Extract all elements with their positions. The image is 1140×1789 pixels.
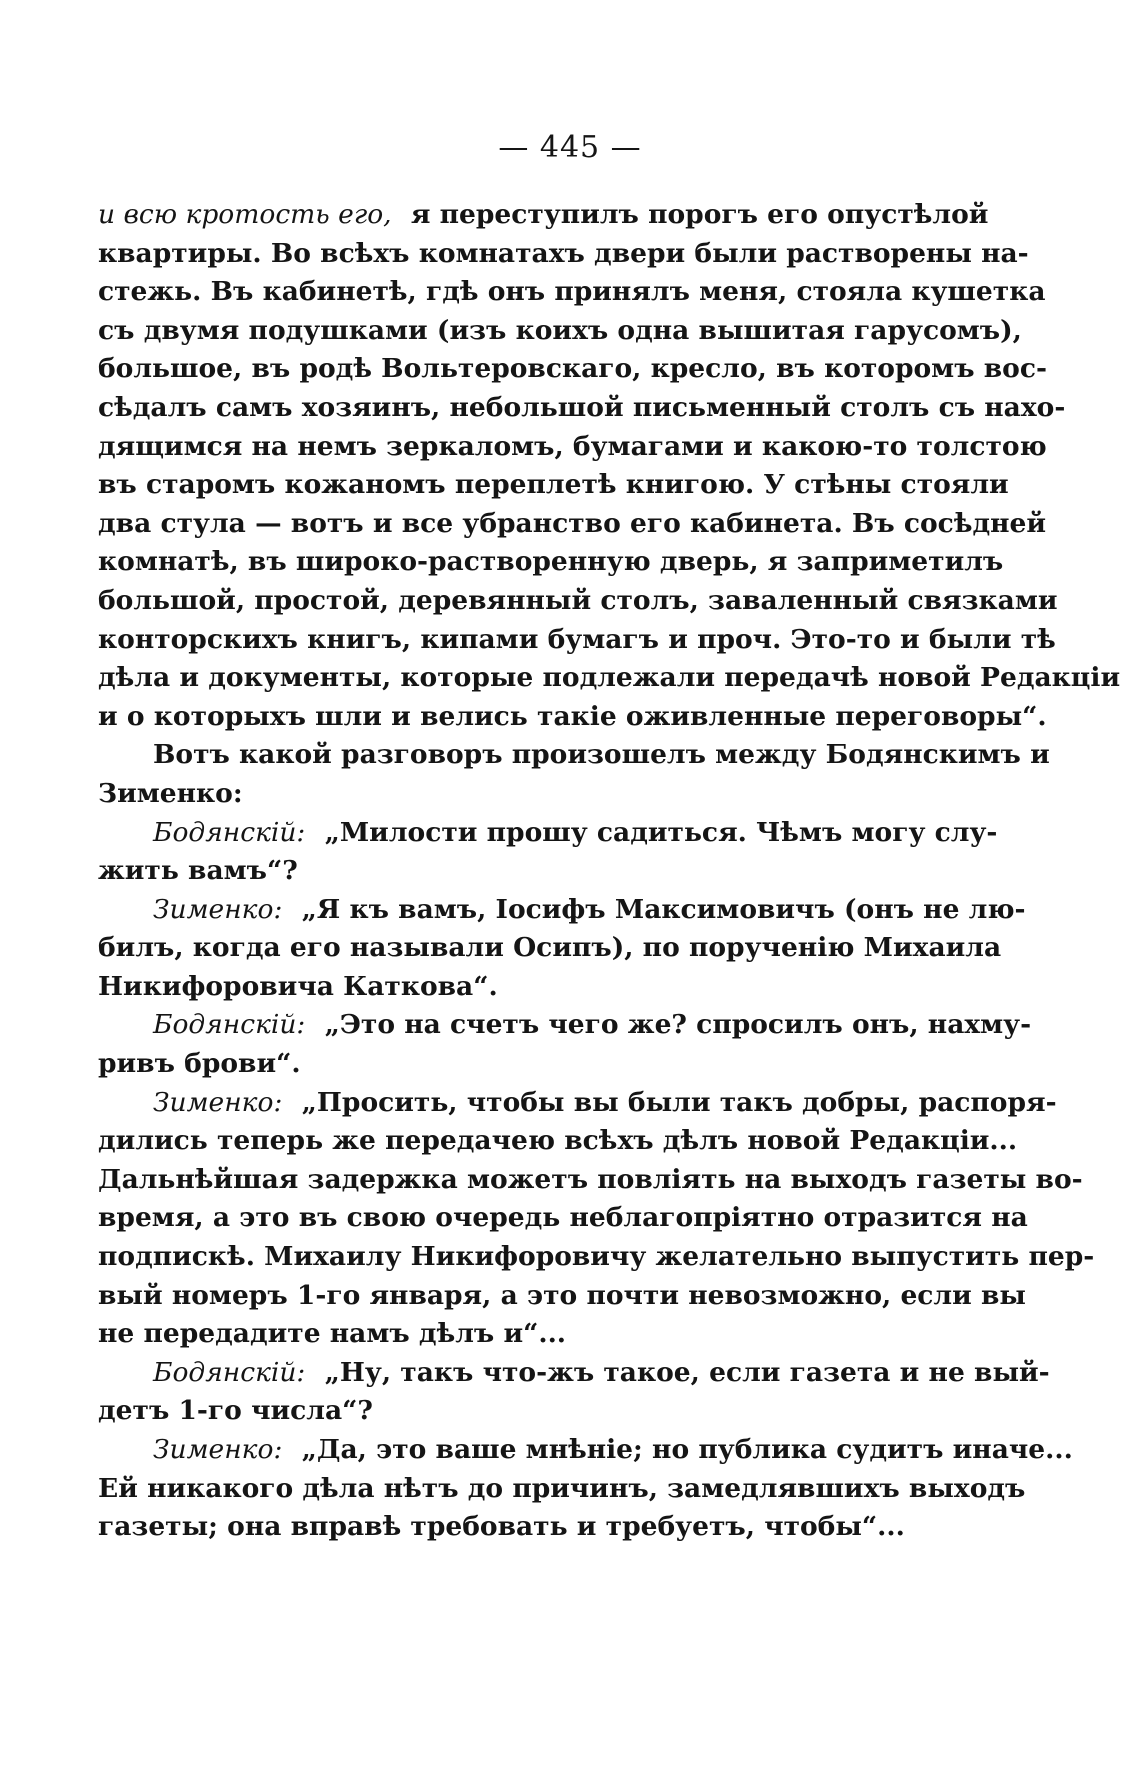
line-text: дящимся на немъ зеркаломъ, бумагами и какою-то толстою bbox=[98, 430, 1047, 462]
text-line bbox=[98, 621, 1056, 660]
text-line bbox=[98, 428, 1047, 467]
text-line bbox=[98, 775, 942, 814]
text-line bbox=[98, 1006, 1032, 1045]
text-line bbox=[98, 814, 998, 853]
text-line bbox=[98, 891, 1026, 930]
body-text bbox=[98, 196, 1121, 1547]
text-line bbox=[98, 1431, 1073, 1470]
line-text: Дальнѣйшая задержка можетъ повліять на выходъ газеты во- bbox=[98, 1163, 1083, 1195]
line-text: „Просить, чтобы вы были такъ добры, распоря- bbox=[301, 1086, 1057, 1118]
line-text: вый номеръ 1-го января, а это почти невозможно, если вы bbox=[98, 1279, 1026, 1311]
line-text: Зименко: bbox=[98, 777, 243, 809]
line-text: съ двумя подушками (изъ коихъ одна вышитая гарусомъ), bbox=[98, 314, 1022, 346]
text-line bbox=[98, 1508, 942, 1547]
text-line bbox=[98, 505, 1047, 544]
line-text: два стула — вотъ и все убранство его кабинета. Въ сосѣдней bbox=[98, 507, 1047, 539]
text-line bbox=[98, 736, 1050, 775]
line-text: не передадите намъ дѣлъ и“... bbox=[98, 1318, 567, 1350]
text-line bbox=[98, 1238, 1095, 1277]
text-line bbox=[98, 659, 1121, 698]
text-line bbox=[98, 543, 1004, 582]
speaker-label: Бодянскій: bbox=[153, 1356, 306, 1388]
line-text: дѣла и документы, которые подлежали передачѣ новой Редакціи bbox=[98, 662, 1121, 694]
line-text: квартиры. Во всѣхъ комнатахъ двери были растворены на- bbox=[98, 237, 1029, 269]
text-line bbox=[98, 350, 1047, 389]
line-text: стежь. Въ кабинетѣ, гдѣ онъ принялъ меня, стояла кушетка bbox=[98, 276, 1046, 308]
text-line bbox=[98, 1045, 942, 1084]
line-text: и о которыхъ шли и велись такіе оживленные переговоры“. bbox=[98, 700, 1047, 732]
text-line bbox=[98, 1470, 1026, 1509]
text-line bbox=[98, 1161, 1083, 1200]
line-text: Вотъ какой разговоръ произошелъ между Бодянскимъ и bbox=[153, 739, 1050, 771]
line-text: Ей никакого дѣла нѣтъ до причинъ, замедлявшихъ выходъ bbox=[98, 1472, 1026, 1504]
line-text: жить вамъ“? bbox=[98, 855, 298, 887]
line-text: большой, простой, деревянный столъ, заваленный связками bbox=[98, 584, 1058, 616]
line-text: газеты; она вправѣ требовать и требуетъ, чтобы“... bbox=[98, 1511, 905, 1543]
text-line bbox=[98, 1354, 1050, 1393]
text-line bbox=[98, 582, 1058, 621]
text-line bbox=[98, 929, 1002, 968]
text-line bbox=[98, 273, 1046, 312]
text-line bbox=[98, 1199, 1028, 1238]
line-text: я переступилъ порогъ его опустѣлой bbox=[410, 199, 989, 230]
text-line bbox=[98, 1392, 942, 1431]
line-text: большое, въ родѣ Вольтеровскаго, кресло, въ которомъ вос- bbox=[98, 353, 1047, 385]
page-number: — 445 — bbox=[498, 130, 642, 165]
speaker-label: Зименко: bbox=[153, 1434, 283, 1465]
text-line bbox=[98, 312, 1022, 351]
text-line bbox=[98, 196, 989, 235]
line-text: „Да, это ваше мнѣніе; но публика судитъ иначе... bbox=[301, 1434, 1073, 1465]
line-text: билъ, когда его называли Осипъ), по порученію Михаила bbox=[98, 932, 1002, 964]
line-text: комнатѣ, въ широко-растворенную дверь, я заприметилъ bbox=[98, 546, 1004, 578]
speaker-label: и всю кротость его, bbox=[98, 199, 392, 230]
speaker-label: Зименко: bbox=[153, 1086, 283, 1118]
text-line bbox=[98, 389, 1066, 428]
text-line bbox=[98, 1084, 1057, 1123]
line-text: „Ну, такъ что-жъ такое, если газета и не вый- bbox=[324, 1356, 1050, 1388]
line-text: дились теперь же передачею всѣхъ дѣлъ новой Редакціи... bbox=[98, 1125, 1018, 1157]
text-line bbox=[98, 1277, 1026, 1316]
text-line bbox=[98, 466, 1009, 505]
text-line bbox=[98, 852, 942, 891]
text-line bbox=[98, 1315, 942, 1354]
line-text: въ старомъ кожаномъ переплетѣ книгою. У стѣны стояли bbox=[98, 469, 1009, 501]
line-text: „Милости прошу садиться. Чѣмъ могу слу- bbox=[324, 816, 998, 848]
line-text: конторскихъ книгъ, кипами бумагъ и проч. Это-то и были тѣ bbox=[98, 623, 1056, 655]
speaker-label: Бодянскій: bbox=[153, 816, 306, 848]
text-line bbox=[98, 235, 1029, 274]
line-text: время, а это въ свою очередь неблагопріятно отразится на bbox=[98, 1202, 1028, 1234]
line-text: детъ 1-го числа“? bbox=[98, 1395, 373, 1427]
line-text: сѣдалъ самъ хозяинъ, небольшой письменный столъ съ нахо- bbox=[98, 391, 1066, 423]
line-text: Никифоровича Каткова“. bbox=[98, 970, 498, 1002]
text-line bbox=[98, 1122, 1018, 1161]
text-line bbox=[98, 698, 1047, 737]
text-line bbox=[98, 968, 942, 1007]
speaker-label: Зименко: bbox=[153, 893, 283, 925]
line-text: подпискѣ. Михаилу Никифоровичу желательно выпустить пер- bbox=[98, 1241, 1095, 1273]
speaker-label: Бодянскій: bbox=[153, 1009, 306, 1041]
line-text: „Я къ вамъ, Іосифъ Максимовичъ (онъ не лю- bbox=[301, 893, 1026, 925]
line-text: ривъ брови“. bbox=[98, 1048, 301, 1080]
line-text: „Это на счетъ чего же? спросилъ онъ, нахму- bbox=[324, 1009, 1032, 1041]
